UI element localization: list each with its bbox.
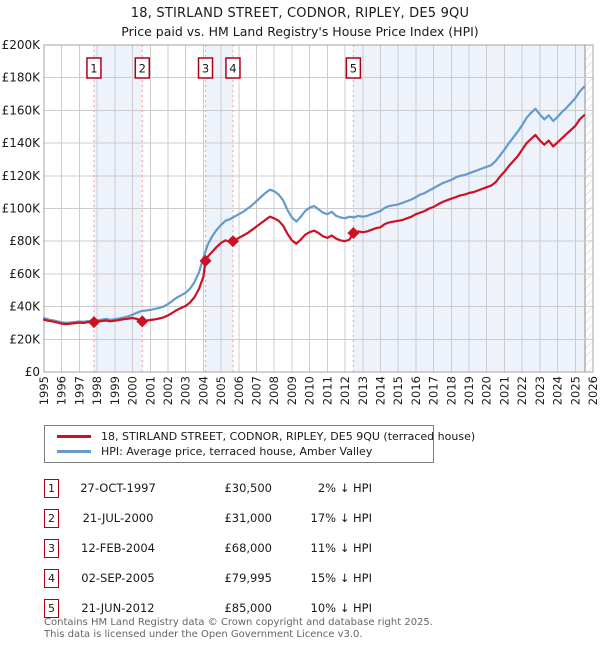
sale-price: £31,000 <box>224 511 272 525</box>
y-axis-label: £60K <box>9 266 40 281</box>
x-axis-label: 2024 <box>550 376 565 406</box>
y-axis-label: £140K <box>1 136 40 151</box>
sale-marker-number: 5 <box>349 61 358 76</box>
x-axis-label: 2003 <box>178 376 193 406</box>
x-axis-label: 1997 <box>72 376 87 406</box>
license-footer <box>44 617 584 640</box>
sale-number-badge: 4 <box>44 569 59 588</box>
x-axis-label: 2012 <box>338 376 353 406</box>
x-axis-label: 2026 <box>586 376 600 406</box>
x-axis-label: 2004 <box>196 376 211 406</box>
sale-vs-hpi: 10% ↓ HPI <box>310 601 372 615</box>
sale-number-badge: 2 <box>44 509 59 528</box>
x-axis-label: 2005 <box>214 376 229 406</box>
x-axis-label: 1995 <box>37 376 51 406</box>
x-axis-label: 2018 <box>444 376 459 406</box>
chart-legend <box>44 425 476 463</box>
x-axis-label: 1996 <box>54 376 69 406</box>
license-line-1: Contains HM Land Registry data © Crown copyright and database right 2025. <box>44 617 433 628</box>
license-line-2: This data is licensed under the Open Government Licence v3.0. <box>44 628 363 640</box>
sale-marker-number: 4 <box>229 61 237 76</box>
sale-marker-number: 1 <box>90 61 98 76</box>
y-axis-label: £160K <box>1 103 40 118</box>
y-axis-label: £120K <box>1 168 40 183</box>
x-axis-label: 2016 <box>408 376 423 406</box>
sale-vs-hpi: 2% ↓ HPI <box>317 481 372 495</box>
x-axis-label: 2001 <box>143 376 158 406</box>
legend-item-hpi <box>57 444 433 459</box>
sale-date: 21-JUN-2012 <box>81 601 155 615</box>
sale-date: 02-SEP-2005 <box>81 571 155 585</box>
y-axis-label: £40K <box>9 299 40 314</box>
x-axis-label: 2010 <box>302 376 317 406</box>
sale-price: £68,000 <box>224 541 272 555</box>
sale-marker-number: 3 <box>201 61 210 76</box>
x-axis-label: 2015 <box>391 376 406 406</box>
legend-label: HPI: Average price, terraced house, Amber Valley <box>101 445 373 459</box>
x-axis-label: 2023 <box>532 376 547 406</box>
x-axis-label: 2009 <box>284 376 299 406</box>
y-axis-label: £180K <box>1 70 40 85</box>
table-row <box>44 503 384 533</box>
x-axis-label: 1999 <box>107 376 122 406</box>
y-axis-label: £0 <box>24 365 40 379</box>
y-axis-label: £20K <box>9 332 40 347</box>
x-axis-label: 2007 <box>249 376 264 406</box>
x-axis-label: 1998 <box>90 376 105 406</box>
sale-vs-hpi: 17% ↓ HPI <box>310 511 372 525</box>
sale-price: £79,995 <box>224 571 272 585</box>
sale-number-badge: 1 <box>44 479 59 498</box>
x-axis-label: 2021 <box>497 376 512 406</box>
sale-date: 12-FEB-2004 <box>81 541 155 555</box>
y-axis-label: £100K <box>1 201 40 216</box>
sale-vs-hpi: 11% ↓ HPI <box>310 541 372 555</box>
x-axis-label: 2013 <box>355 376 370 406</box>
x-axis-label: 2014 <box>373 376 388 406</box>
x-axis-label: 2008 <box>267 376 282 406</box>
x-axis-label: 2011 <box>320 376 335 406</box>
page-title: 18, STIRLAND STREET, CODNOR, RIPLEY, DE5 9QU <box>130 6 470 21</box>
sale-number-badge: 3 <box>44 539 59 558</box>
sales-table <box>44 473 384 623</box>
hpi-line-swatch <box>57 450 91 453</box>
x-axis-label: 2002 <box>160 376 175 406</box>
price-paid-line-swatch <box>57 435 91 438</box>
sale-number-badge: 5 <box>44 599 59 618</box>
x-axis-label: 2025 <box>568 376 583 406</box>
table-row <box>44 533 384 563</box>
sale-price: £30,500 <box>224 481 272 495</box>
x-axis-label: 2017 <box>426 376 441 406</box>
legend-item-price-paid <box>57 429 476 444</box>
sale-marker-number: 2 <box>138 61 146 76</box>
x-axis-label: 2000 <box>125 376 140 406</box>
sale-vs-hpi: 15% ↓ HPI <box>310 571 372 585</box>
table-row <box>44 473 384 503</box>
legend-label: 18, STIRLAND STREET, CODNOR, RIPLEY, DE5 9QU (terraced house) <box>101 429 476 443</box>
sale-date: 27-OCT-1997 <box>80 481 156 495</box>
y-axis-label: £80K <box>9 234 40 249</box>
page-subtitle: Price paid vs. HM Land Registry's House Price Index (HPI) <box>121 24 479 39</box>
y-axis-label: £200K <box>1 38 40 52</box>
table-row <box>44 563 384 593</box>
sale-price: £85,000 <box>224 601 272 615</box>
x-axis-label: 2006 <box>231 376 246 406</box>
x-axis-label: 2020 <box>479 376 494 406</box>
x-axis-label: 2019 <box>462 376 477 406</box>
x-axis-label: 2022 <box>515 376 530 406</box>
sale-date: 21-JUL-2000 <box>82 511 154 525</box>
